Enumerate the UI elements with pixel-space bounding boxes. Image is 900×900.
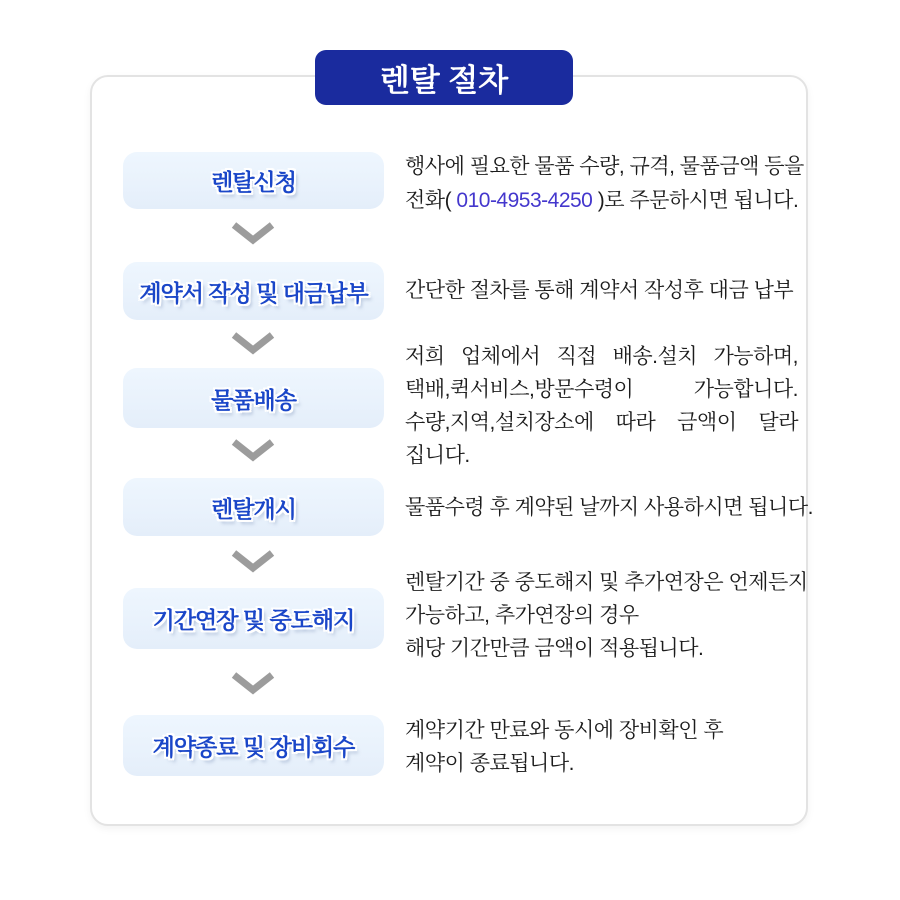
step-desc-delivery xyxy=(405,340,798,472)
step-box-extension-termination xyxy=(123,588,384,649)
desc-line: 택배,퀵서비스,방문수령이 가능합니다. xyxy=(405,378,798,401)
arrow-down-icon xyxy=(231,332,275,356)
step-box-contract-payment xyxy=(123,262,384,320)
arrow-down-icon xyxy=(231,550,275,574)
step-desc-rental-start xyxy=(405,493,813,523)
step-label: 렌탈신청 xyxy=(211,169,296,195)
arrow-down-icon xyxy=(231,439,275,463)
step-desc-rental-application xyxy=(405,150,804,218)
desc-line: 집니다. xyxy=(405,444,470,467)
step-desc-extension-termination xyxy=(405,566,808,665)
desc-line: 해당 기간만큼 금액이 적용됩니다. xyxy=(405,637,704,660)
arrow-down-icon xyxy=(231,672,275,696)
step-box-rental-application xyxy=(123,152,384,209)
desc-line: 가능하고, 추가연장의 경우 xyxy=(405,604,639,627)
step-desc-contract-payment xyxy=(405,276,798,306)
desc-line: 저희 업체에서 직접 배송.설치 가능하며, xyxy=(405,345,798,368)
step-label: 계약종료 및 장비회수 xyxy=(152,734,355,760)
page-title-badge xyxy=(315,50,573,105)
desc-line-phone xyxy=(405,184,798,218)
step-label: 기간연장 및 중도해지 xyxy=(152,607,355,633)
phone-suffix: )로 주문하시면 됩니다. xyxy=(592,189,799,212)
step-box-rental-start xyxy=(123,478,384,536)
arrow-down-icon xyxy=(231,222,275,246)
desc-line: 물품수령 후 계약된 날까지 사용하시면 됩니다. xyxy=(405,496,813,519)
step-label: 계약서 작성 및 대금납부 xyxy=(139,279,368,306)
step-box-delivery xyxy=(123,368,384,428)
desc-line: 행사에 필요한 물품 수량, 규격, 물품금액 등을 xyxy=(405,155,804,178)
phone-number: 010-4953-4250 xyxy=(456,189,593,212)
desc-line: 계약이 종료됩니다. xyxy=(405,752,574,775)
phone-prefix: 전화( xyxy=(405,189,457,212)
desc-line: 렌탈기간 중 중도해지 및 추가연장은 언제든지 xyxy=(405,571,808,594)
step-box-contract-end-recovery xyxy=(123,715,384,776)
page-title: 렌탈 절차 xyxy=(379,63,509,98)
step-desc-contract-end-recovery xyxy=(405,714,798,780)
step-label: 렌탈개시 xyxy=(211,495,296,522)
desc-line: 계약기간 만료와 동시에 장비확인 후 xyxy=(405,719,724,742)
step-label: 물품배송 xyxy=(211,386,296,413)
desc-line: 간단한 절차를 통해 계약서 작성후 대금 납부 xyxy=(405,279,794,302)
desc-line: 수량,지역,설치장소에 따라 금액이 달라 xyxy=(405,411,798,434)
